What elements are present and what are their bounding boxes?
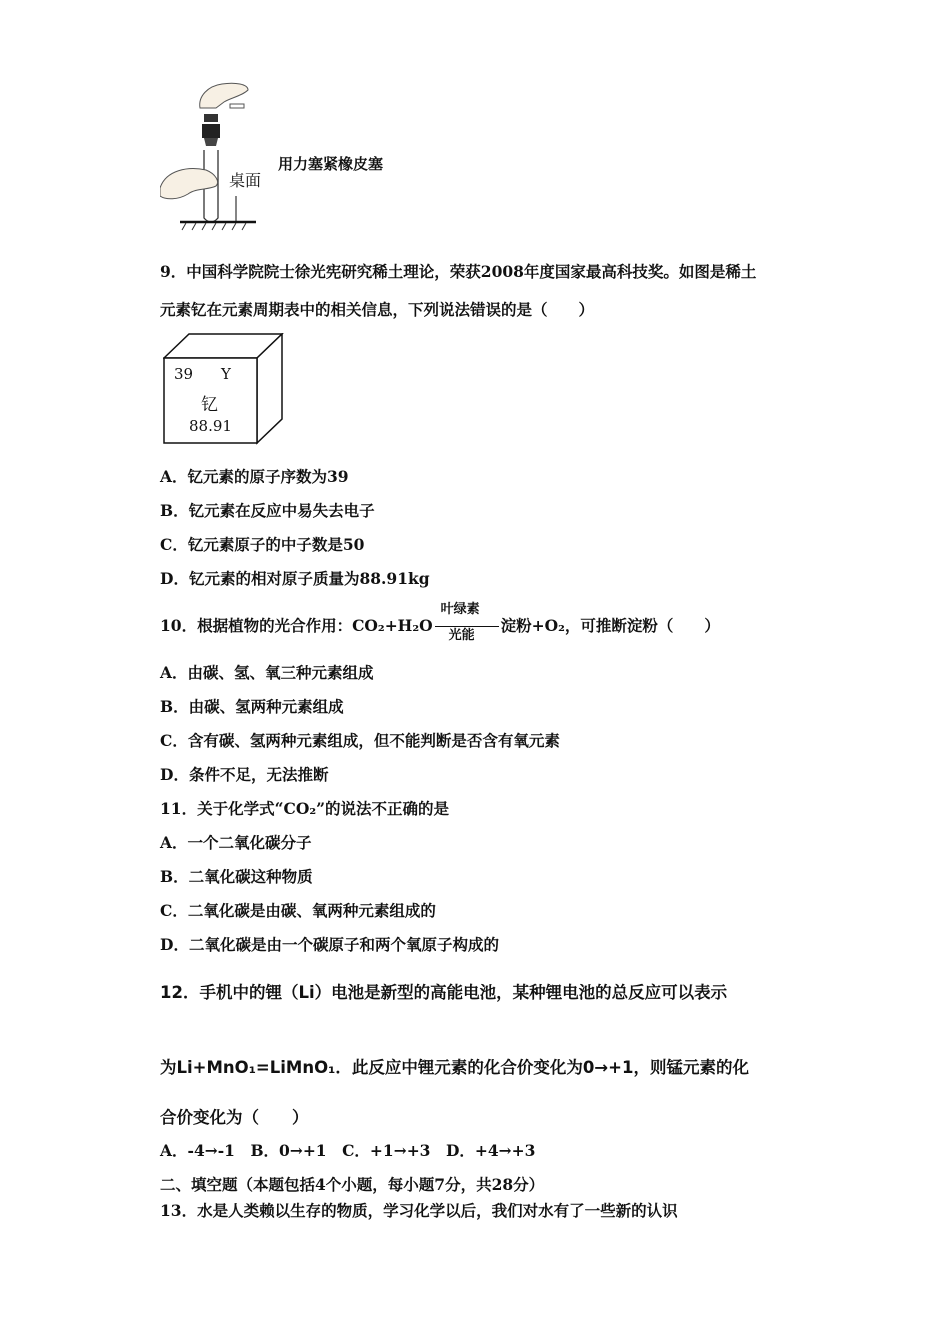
q10-option-b: B．由碳、氢两种元素组成 [160,697,344,716]
element-name: 钇 [201,395,218,415]
q10-stem [160,602,720,643]
q11-option-a: A．一个二氧化碳分子 [160,833,312,852]
q11-option-c: C．二氧化碳是由碳、氧两种元素组成的 [160,901,436,920]
q9-option-c: C．钇元素原子的中子数是50 [160,535,365,554]
reaction-condition-below: 光能 [448,628,475,643]
q12-stem-line2: 为Li+MnO₁=LiMnO₁．此反应中锂元素的化合价变化为0→+1，则锰元素的化 [160,1058,749,1077]
element-atomic-number: 39 [174,365,194,383]
reaction-condition-above: 叶绿素 [440,602,480,617]
q12-options: A．-4→-1 B．0→+1 C．+1→+3 D．+4→+3 [160,1141,536,1160]
q10-stem-suffix: 淀粉+O₂，可推断淀粉（ ） [500,616,720,635]
stopper-figure [160,78,270,233]
q9-option-a: A．钇元素的原子序数为39 [160,467,349,486]
reaction-arrow [435,602,499,643]
press-stopper-label: 用力塞紧橡皮塞 [278,155,384,173]
section-title: 二、填空题（本题包括4个小题，每小题7分，共28分） [160,1175,545,1194]
q9-stem-line1: 9．中国科学院院士徐光宪研究稀土理论，荣获2008年度国家最高科技奖。如图是稀土 [160,262,757,281]
q13-stem: 13．水是人类赖以生存的物质，学习化学以后，我们对水有了一些新的认识 [160,1201,678,1220]
q10-option-a: A．由碳、氢、氧三种元素组成 [160,663,374,682]
q11-option-b: B．二氧化碳这种物质 [160,867,313,886]
q9-stem-line2: 元素钇在元素周期表中的相关信息，下列说法错误的是（ ） [160,300,595,319]
element-card [163,333,285,445]
q11-stem: 11．关于化学式“CO₂”的说法不正确的是 [160,799,450,818]
element-mass: 88.91 [189,417,232,435]
q9-option-b: B．钇元素在反应中易失去电子 [160,501,375,520]
q12-stem-line3: 合价变化为（ ） [160,1108,309,1127]
q12-stem-line1: 12．手机中的锂（Li）电池是新型的高能电池，某种锂电池的总反应可以表示 [160,983,728,1002]
test-tube-illustration [160,78,270,233]
element-symbol: Y [221,365,231,383]
q10-stem-prefix: 10．根据植物的光合作用：CO₂+H₂O [160,616,433,635]
q10-option-d: D．条件不足，无法推断 [160,765,329,784]
q9-option-d: D．钇元素的相对原子质量为88.91kg [160,569,430,588]
q10-option-c: C．含有碳、氢两种元素组成，但不能判断是否含有氧元素 [160,731,560,750]
q11-option-d: D．二氧化碳是由一个碳原子和两个氧原子构成的 [160,935,499,954]
desk-label: 桌面 [229,171,262,190]
